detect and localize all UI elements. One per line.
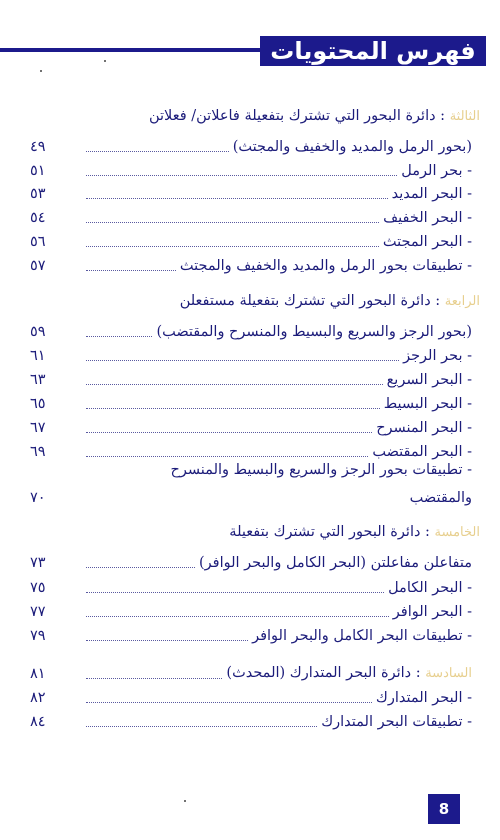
toc-entry[interactable]: - البحر الخفيف ٥٤: [30, 210, 472, 226]
section-title: : دائرة البحور التي تشترك بتفعيلة: [229, 524, 435, 540]
dot-leader: [86, 616, 389, 617]
dot-leader: [86, 246, 379, 247]
toc-entry[interactable]: (بحور الرجز والسريع والبسيط والمنسرح والمقتضب) ٥٩: [30, 324, 472, 340]
section-ordinal: الخامسة: [434, 525, 480, 540]
page-ref: ٦١: [30, 348, 46, 364]
page-ref: ٤٩: [30, 139, 46, 155]
dot-leader: [86, 702, 372, 703]
toc-entry[interactable]: - البحر المديد ٥٣: [30, 186, 472, 202]
toc-entry[interactable]: متفاعلن مفاعلتن (البحر الكامل والبحر الوافر) ٧٣: [30, 555, 472, 571]
dot-leader: [86, 336, 152, 337]
section-title: : دائرة البحر المتدارك (المحدث): [226, 665, 426, 681]
page-title: فهرس المحتويات: [260, 36, 486, 66]
page-ref: ٧٥: [30, 580, 46, 596]
page-ref: ٧٩: [30, 628, 46, 644]
dot-leader: [86, 222, 379, 223]
toc-entry[interactable]: - بحر الرمل ٥١: [30, 163, 472, 179]
toc-entry[interactable]: - البحر الكامل ٧٥: [30, 580, 472, 596]
paper-speck: [40, 70, 42, 72]
dot-leader: [86, 592, 384, 593]
dot-leader: [86, 432, 372, 433]
page-ref: ٧٣: [30, 555, 46, 571]
toc-entry[interactable]: - البحر المقتضب ٦٩: [30, 444, 472, 460]
dot-leader: [86, 408, 380, 409]
toc-entry-multiline-first[interactable]: - تطبيقات بحور الرجز والسريع والبسيط والمنسرح: [170, 462, 472, 478]
section-ordinal: الرابعة: [444, 294, 480, 309]
toc-entry[interactable]: - بحر الرجز ٦١: [30, 348, 472, 364]
toc-entry[interactable]: - البحر السريع ٦٣: [30, 372, 472, 388]
dot-leader: [86, 198, 388, 199]
toc-entry[interactable]: - البحر المتدارك ٨٢: [30, 690, 472, 706]
dot-leader: [86, 640, 248, 641]
dot-leader: [86, 360, 399, 361]
toc-entry[interactable]: - البحر البسيط ٦٥: [30, 396, 472, 412]
page-ref: ٧٧: [30, 604, 46, 620]
page-ref: ٦٩: [30, 444, 46, 460]
section-ordinal: السادسة: [425, 666, 472, 681]
page-ref: ٥٩: [30, 324, 46, 340]
section-heading-fourth: [60, 293, 480, 309]
section-title: : دائرة البحور التي تشترك بتفعيلة فاعلاتن/ فعلاتن: [148, 108, 450, 124]
toc-entry[interactable]: - تطبيقات بحور الرمل والمديد والخفيف والمجتث ٥٧: [30, 258, 472, 274]
section-ordinal: الثالثة: [449, 109, 480, 124]
page-ref: ٥٧: [30, 258, 46, 274]
page-ref: ٨٤: [30, 714, 46, 730]
page-ref: ٨٢: [30, 690, 46, 706]
page-ref: ٦٣: [30, 372, 46, 388]
toc-entry[interactable]: - البحر المنسرح ٦٧: [30, 420, 472, 436]
toc-entry[interactable]: - تطبيقات البحر المتدارك ٨٤: [30, 714, 472, 730]
dot-leader: [86, 270, 176, 271]
toc-entry[interactable]: (بحور الرمل والمديد والخفيف والمجتث) ٤٩: [30, 139, 472, 155]
dot-leader: [86, 384, 383, 385]
dot-leader: [86, 175, 397, 176]
page-ref: ٨١: [30, 666, 46, 682]
dot-leader: [86, 726, 317, 727]
page-number-badge: 8: [428, 794, 460, 824]
paper-speck: [184, 800, 186, 802]
section-title: : دائرة البحور التي تشترك بتفعيلة مستفعلن: [179, 293, 445, 309]
page-ref: ٦٧: [30, 420, 46, 436]
page-ref: ٥٤: [30, 210, 46, 226]
dot-leader: [86, 151, 229, 152]
section-heading-fifth: [60, 524, 480, 540]
dot-leader: [86, 567, 195, 568]
section-heading-third: [60, 108, 480, 124]
page-ref: ٦٥: [30, 396, 46, 412]
paper-speck: [104, 60, 106, 62]
dot-leader: [86, 456, 368, 457]
toc-entry[interactable]: - البحر المجتث ٥٦: [30, 234, 472, 250]
section-heading-sixth[interactable]: [30, 662, 472, 684]
toc-entry[interactable]: - تطبيقات البحر الكامل والبحر الوافر ٧٩: [30, 628, 472, 644]
page-ref: ٥٦: [30, 234, 46, 250]
page-ref: ٥٣: [30, 186, 46, 202]
toc-entry[interactable]: والمقتضب ٧٠: [30, 490, 472, 506]
toc-entry[interactable]: - البحر الوافر ٧٧: [30, 604, 472, 620]
dot-leader: [86, 678, 222, 679]
page-ref: ٧٠: [30, 490, 46, 506]
page-ref: ٥١: [30, 163, 46, 179]
